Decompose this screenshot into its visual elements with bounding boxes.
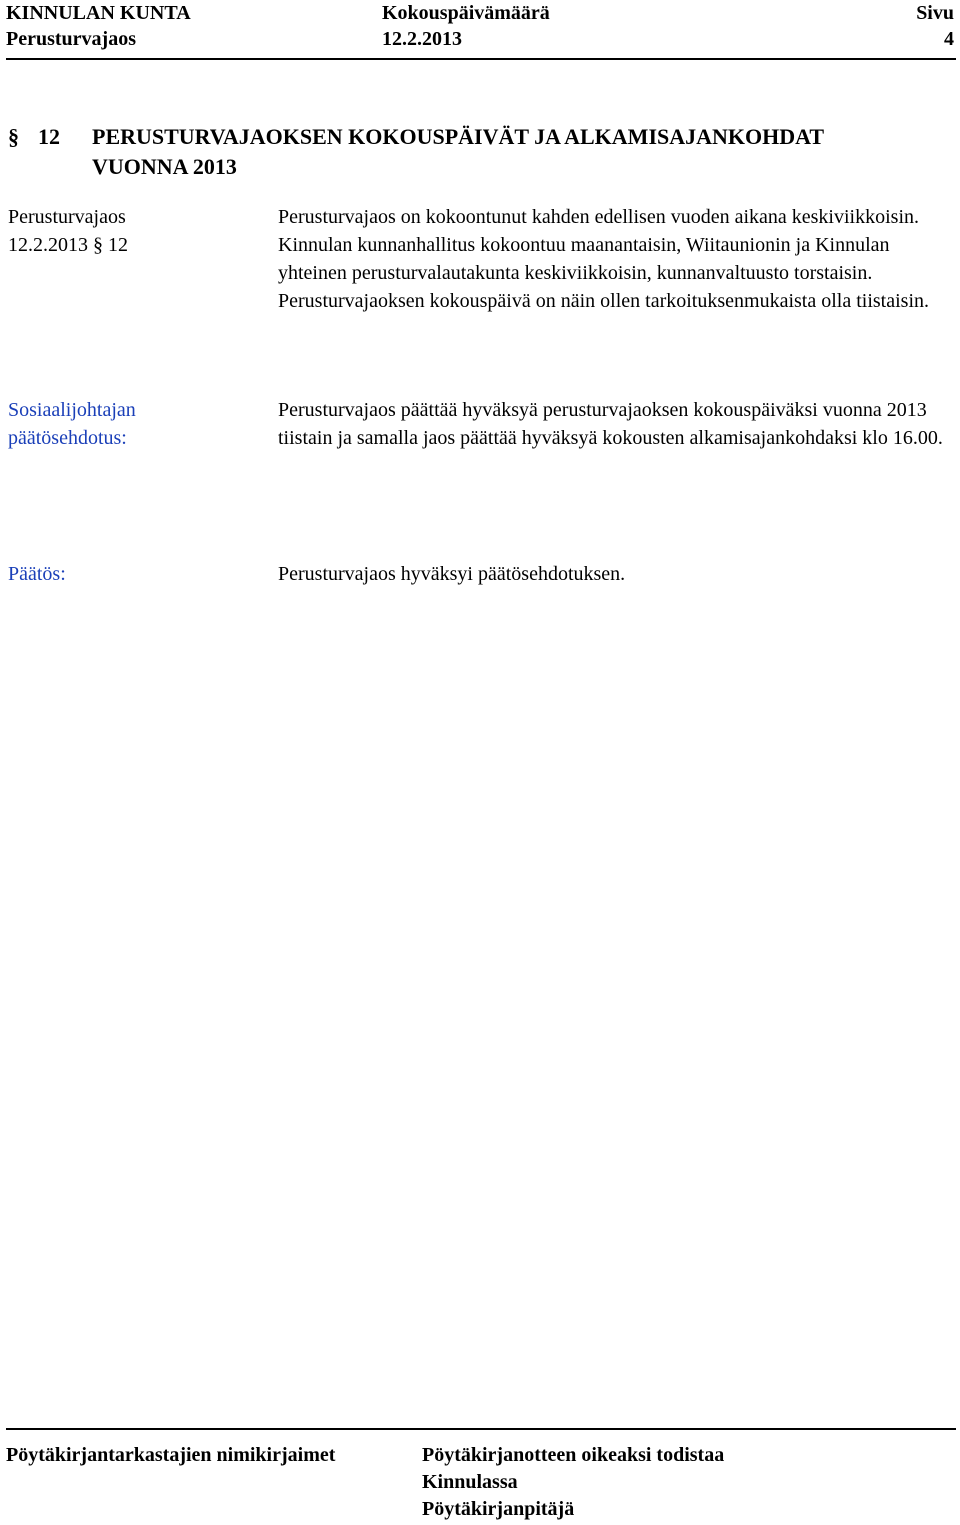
- page-header: [6, 0, 956, 60]
- footer-certification-signer: Pöytäkirjanpitäjä: [422, 1498, 575, 1520]
- section-heading: [8, 122, 908, 182]
- footer-certification-line1: Pöytäkirjanotteen oikeaksi todistaa: [422, 1444, 725, 1466]
- background-text: Perusturvajaos on kokoontunut kahden edellisen vuoden aikana keskiviikkoisin. Kinnulan kunnanhallitus kokoontuu maanantaisin, Wiitaunionin ja Kinnulan yhteinen perusturvalautakunta keskiviikkoisin, kunnanvaltuusto torstaisin. Perusturvajaoksen kokouspäivä on näin ollen tarkoituksenmukaista olla tiistaisin.: [278, 206, 929, 312]
- background-reference-body: Perusturvajaos: [8, 206, 126, 228]
- decision-label: Päätös:: [8, 563, 66, 585]
- background-reference-date: 12.2.2013 § 12: [8, 234, 128, 256]
- header-date: 12.2.2013: [382, 28, 462, 50]
- section-title-line1: PERUSTURVAJAOKSEN KOKOUSPÄIVÄT JA ALKAMISAJANKOHDAT: [92, 124, 825, 149]
- header-page-number: 4: [944, 28, 954, 50]
- footer-certification-place: Kinnulassa: [422, 1471, 518, 1493]
- background-reference: [8, 203, 268, 259]
- section-number: 12: [38, 124, 60, 149]
- proposal-label-line1: Sosiaalijohtajan: [8, 399, 136, 421]
- header-page-label: Sivu: [916, 2, 954, 24]
- page-footer: [6, 1428, 956, 1520]
- decision-text: Perusturvajaos hyväksyi päätösehdotuksen.: [278, 563, 626, 585]
- header-org: KINNULAN KUNTA: [6, 2, 191, 24]
- section-title-line2: VUONNA 2013: [92, 154, 237, 179]
- section-title: [92, 122, 892, 182]
- proposal-text: Perusturvajaos päättää hyväksyä perusturvajaoksen kokouspäiväksi vuonna 2013 tiistain ja samalla jaos päättää hyväksyä kokousten alkamisajankohdaksi klo 16.00.: [278, 399, 943, 449]
- header-body: Perusturvajaos: [6, 28, 136, 50]
- header-date-label: Kokouspäivämäärä: [382, 2, 550, 24]
- footer-certification: [422, 1442, 724, 1523]
- footer-initials-label: Pöytäkirjantarkastajien nimikirjaimet: [6, 1444, 336, 1466]
- proposal-label: [8, 396, 268, 452]
- proposal-label-line2: päätösehdotus:: [8, 427, 127, 449]
- section-symbol: §: [8, 124, 19, 149]
